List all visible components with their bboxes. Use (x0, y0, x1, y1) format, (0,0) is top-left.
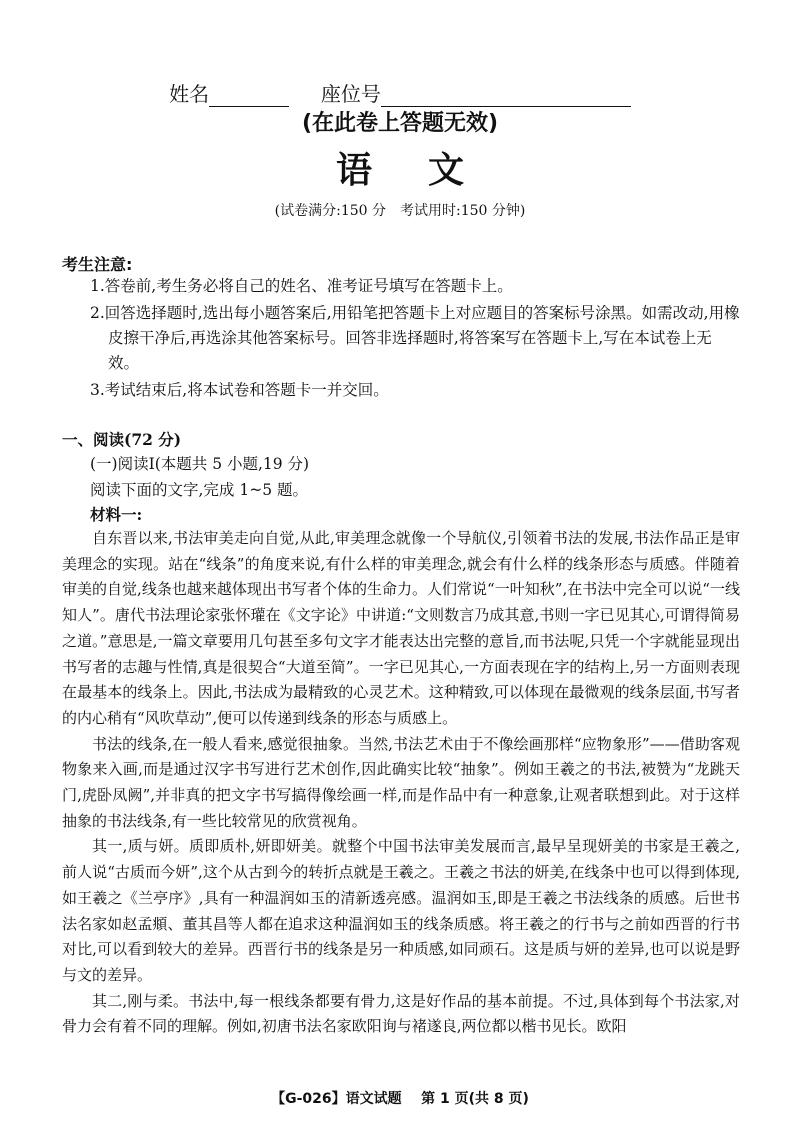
name-label: 姓名 (169, 82, 210, 106)
notice-item: 2.回答选择题时,选出每小题答案后,用铅笔把答题卡上对应题目的答案标号涂黑。如需改动,用橡皮擦干净后,再选涂其他答案标号。回答非选择题时,将答案写在答题卡上,写在本试卷上无效。 (90, 304, 740, 372)
instruction: 阅读下面的文字,完成 1~5 题。 (90, 481, 308, 499)
material-label: 材料一: (90, 505, 143, 524)
name-blank (209, 86, 289, 107)
seat-blank (381, 86, 631, 107)
footer-code: 【G-026】语文试题 (271, 1091, 402, 1107)
passage-paragraph: 自东晋以来,书法审美走向自觉,从此,审美理念就像一个导航仪,引领着书法的发展,书法作品正是审美理念的实现。站在“线条”的角度来说,有什么样的审美理念,就会有什么样的线条形态与质感。伴随着审美的自觉,线条也越来越体现出书写者个体的生命力。人们常说“一叶知秋”,在书法中完全可以说“一线知人”。唐代书法理论家张怀瓘在《文字论》中讲道:“文则数言乃成其意,书则一字已见其心,可谓得简易之道。”意思是,一篇文章要用几句甚至多句文字才能表达出完整的意旨,而书法呢,只凭一个字就能显现出书写者的志趣与性情,真是很契合“大道至简”。一字已见其心,一方面表现在字的结构上,另一方面则表现在最基本的线条上。因此,书法成为最精致的心灵艺术。这种精致,可以体现在最微观的线条层面,书写者的内心稍有“风吹草动”,便可以传递到线条的形态与质感上。 (62, 529, 740, 727)
seat-label: 座位号 (320, 82, 381, 106)
notice-list (90, 272, 740, 405)
notice-item: 1.答卷前,考生务必将自己的姓名、准考证号填写在答题卡上。 (90, 277, 513, 295)
section-heading: 一、阅读(72 分) (62, 430, 182, 449)
footer-page-number: 第 1 页(共 8 页) (421, 1091, 529, 1107)
sub-heading: (一)阅读Ⅰ(本题共 5 小题,19 分) (90, 455, 310, 473)
passage-paragraph: 其二,刚与柔。书法中,每一根线条都要有骨力,这是好作品的基本前提。不过,具体到每个书法家,对骨力会有着不同的理解。例如,初唐书法名家欧阳询与褚遂良,两位都以楷书见长。欧阳 (62, 991, 740, 1036)
notice-item: 3.考试结束后,将本试卷和答题卡一并交回。 (90, 381, 389, 399)
passage-paragraph: 其一,质与妍。质即质朴,妍即妍美。就整个中国书法审美发展而言,最早呈现妍美的书家是王羲之,前人说“古质而今妍”,这个从古到今的转折点就是王羲之。王羲之书法的妍美,在线条中也可以得到体现,如王羲之《兰亭序》,具有一种温润如玉的清新透亮感。温润如玉,即是王羲之书法线条的质感。后世书法名家如赵孟頫、董其昌等人都在追求这种温润如玉的线条质感。将王羲之的行书与之前如西晋的行书对比,可以看到较大的差异。西晋行书的线条是另一种质感,如同顽石。这是质与妍的差异,也可以说是野与文的差异。 (62, 837, 740, 984)
subject-title: 语文 (335, 149, 520, 191)
exam-info: (试卷满分:150 分 考试用时:150 分钟) (274, 203, 526, 219)
page-footer (0, 1088, 800, 1108)
passage-paragraph: 书法的线条,在一般人看来,感觉很抽象。当然,书法艺术由于不像绘画那样“应物象形”——借助客观物象来入画,而是通过汉字书写进行艺术创作,因此确实比较“抽象”。例如王羲之的书法,被赞为“龙跳天门,虎卧凤阙”,并非真的把文字书写搞得像绘画一样,而是作品中有一种意象,让观者联想到此。对于这样抽象的书法线条,有一些比较常见的欣赏视角。 (62, 734, 740, 830)
invalid-note: (在此卷上答题无效) (301, 111, 499, 136)
reading-passage (62, 526, 740, 1040)
notice-heading: 考生注意: (62, 255, 133, 274)
candidate-info-line (0, 78, 800, 107)
